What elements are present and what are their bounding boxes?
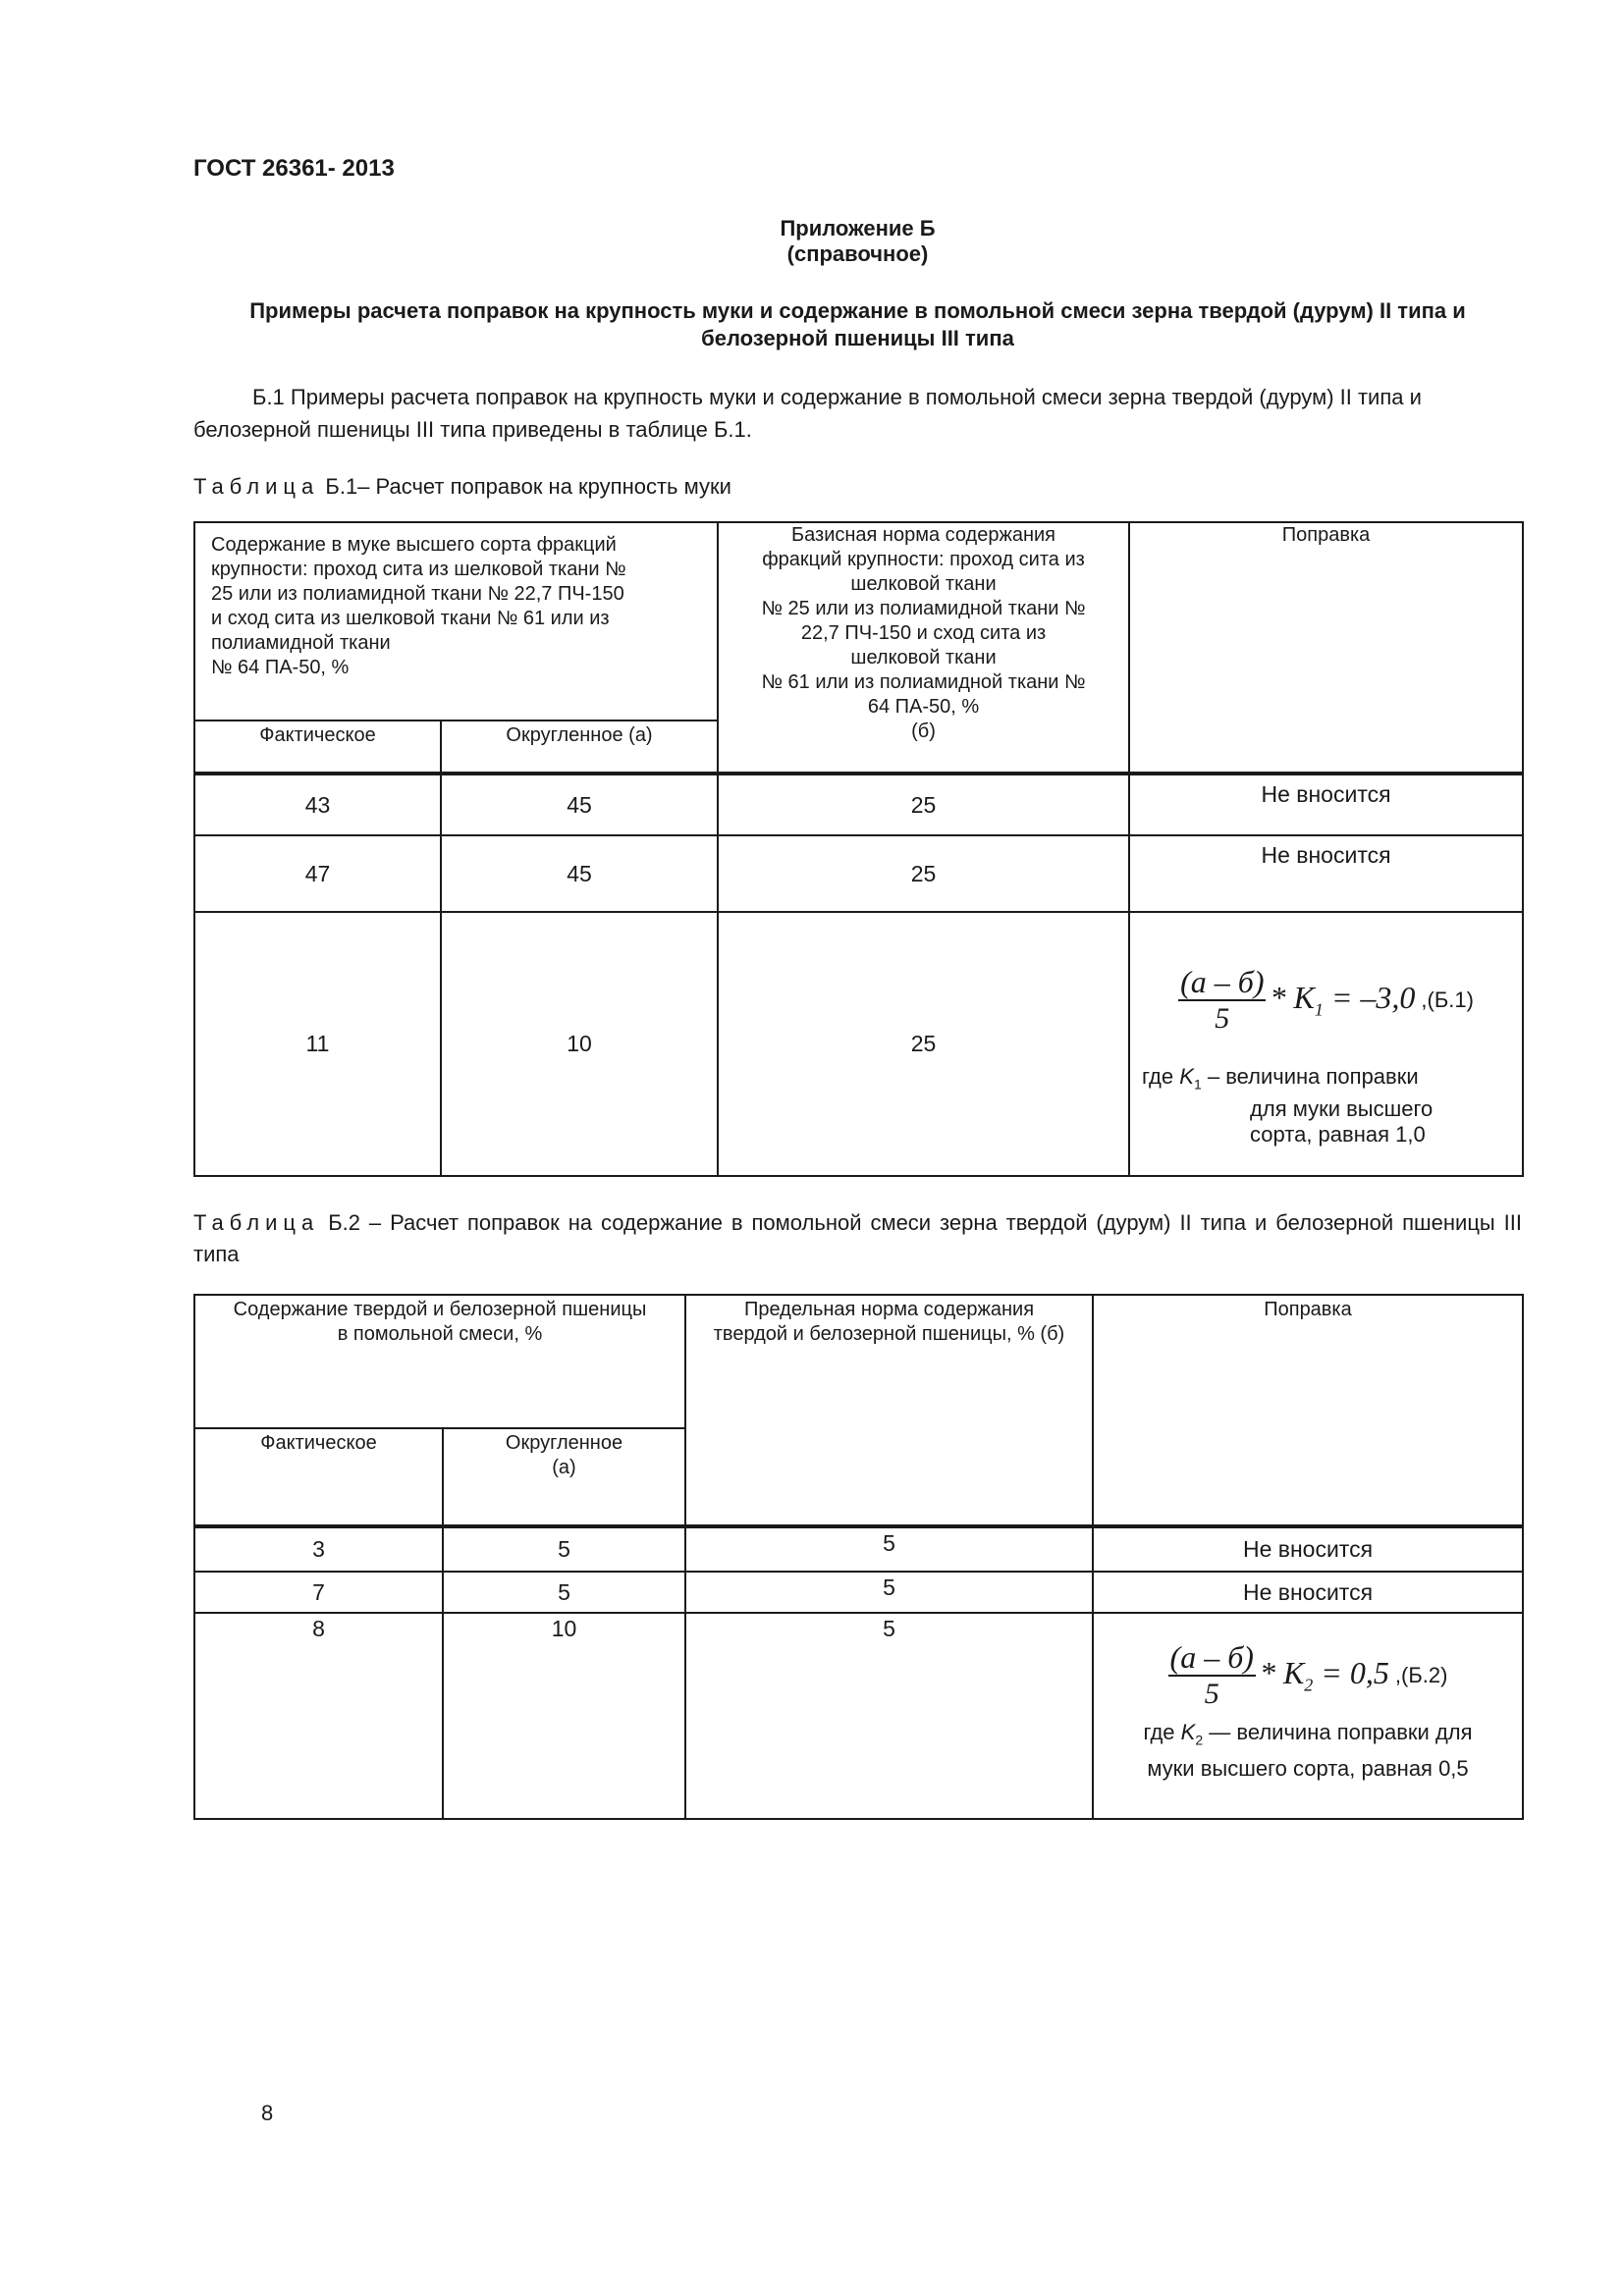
formula-var: * K bbox=[1270, 980, 1315, 1016]
table-row bbox=[194, 1613, 1523, 1819]
formula-numerator: (а – б) bbox=[1180, 964, 1265, 999]
cell-rounded: 5 bbox=[443, 1572, 685, 1613]
head-line: шелковой ткани bbox=[850, 573, 997, 595]
cell-correction: Не вносится bbox=[1129, 835, 1523, 912]
cell-norm: 25 bbox=[718, 774, 1129, 835]
head-line: 64 ПА-50, % bbox=[867, 696, 980, 718]
head-line: № 61 или из полиамидной ткани № bbox=[761, 671, 1086, 693]
cell-correction: Не вносится bbox=[1129, 774, 1523, 835]
note-sub: 1 bbox=[1193, 1076, 1202, 1093]
head-line: № 64 ПА-50, % bbox=[211, 657, 350, 678]
table-row bbox=[194, 774, 1523, 835]
formula-body bbox=[1270, 980, 1415, 1020]
table-row bbox=[194, 912, 1523, 1176]
formula-fraction bbox=[1178, 964, 1266, 1037]
table2-head-content-text bbox=[195, 1296, 684, 1347]
note-line-1 bbox=[1094, 1718, 1522, 1754]
note-text: — величина поправки для bbox=[1203, 1720, 1473, 1744]
note-prefix: где bbox=[1142, 1064, 1180, 1089]
head-line: Содержание в муке высшего сорта фракций bbox=[211, 534, 617, 556]
head-line: в помольной смеси, % bbox=[337, 1323, 543, 1345]
cell-correction-formula bbox=[1093, 1613, 1523, 1819]
table2-caption bbox=[193, 1207, 1522, 1270]
sub-line: Округленное bbox=[505, 1432, 623, 1454]
cell-actual: 43 bbox=[194, 774, 441, 835]
cell-norm: 5 bbox=[685, 1526, 1093, 1572]
table1-head-correction bbox=[1129, 522, 1523, 774]
cell-rounded: 10 bbox=[443, 1613, 685, 1819]
head-line: твердой и белозерной пшеницы, % (б) bbox=[713, 1323, 1065, 1345]
page-number: 8 bbox=[261, 2101, 274, 2125]
cell-norm: 5 bbox=[685, 1572, 1093, 1613]
intro-paragraph-text: Б.1 Примеры расчета поправок на крупность муки и содержание в помольной смеси зерна твердой (дурум) II типа и белозерной пшеницы III типа приведены в таблице Б.1. bbox=[193, 385, 1422, 442]
table1-head-norm bbox=[718, 522, 1129, 774]
cell-correction: Не вносится bbox=[1093, 1526, 1523, 1572]
cell-rounded: 45 bbox=[441, 835, 718, 912]
formula-b2 bbox=[1094, 1639, 1522, 1712]
head-line: крупности: проход сита из шелковой ткани № bbox=[211, 559, 626, 580]
table-row bbox=[194, 835, 1523, 912]
formula-fraction bbox=[1168, 1639, 1256, 1712]
formula-var: * K bbox=[1259, 1655, 1305, 1691]
formula-body bbox=[1260, 1655, 1389, 1695]
sub-actual-text: Фактическое bbox=[260, 1432, 377, 1454]
formula-numerator: (а – б) bbox=[1169, 1639, 1254, 1675]
formula-subscript: 2 bbox=[1304, 1675, 1314, 1695]
cell-rounded: 10 bbox=[441, 912, 718, 1176]
table-row bbox=[194, 1572, 1523, 1613]
cell-actual: 7 bbox=[194, 1572, 443, 1613]
cell-rounded: 5 bbox=[443, 1526, 685, 1572]
table2-head-norm-text bbox=[686, 1296, 1092, 1347]
appendix-label: Приложение Б bbox=[780, 216, 936, 240]
formula-note bbox=[1130, 1064, 1522, 1148]
table1-head-norm-text bbox=[719, 523, 1128, 744]
head-line: и сход сита из шелковой ткани № 61 или из bbox=[211, 608, 610, 629]
cell-correction-formula bbox=[1129, 912, 1523, 1176]
formula-value: = 0,5 bbox=[1313, 1655, 1389, 1691]
table-b2 bbox=[193, 1294, 1524, 1820]
head-line: полиамидной ткани bbox=[211, 632, 391, 654]
formula-value: = –3,0 bbox=[1323, 980, 1416, 1016]
table1-sub-rounded bbox=[441, 721, 718, 774]
appendix-heading bbox=[193, 216, 1522, 267]
table1-head-content-text bbox=[195, 523, 717, 680]
formula-denominator: 5 bbox=[1215, 1002, 1230, 1035]
formula-subscript: 1 bbox=[1314, 999, 1324, 1020]
table2-caption-word: Таблица bbox=[193, 1210, 320, 1235]
head-line: Базисная норма содержания bbox=[791, 524, 1056, 546]
formula-b1 bbox=[1130, 964, 1522, 1037]
appendix-type: (справочное) bbox=[786, 241, 929, 266]
table2-head-norm bbox=[685, 1295, 1093, 1526]
table1-head-correction-text: Поправка bbox=[1281, 524, 1371, 546]
sub-rounded-text: Округленное (а) bbox=[506, 724, 653, 746]
table1-caption-word: Таблица bbox=[193, 474, 320, 499]
table-b1 bbox=[193, 521, 1524, 1177]
table2-sub-actual bbox=[194, 1428, 443, 1526]
table1-head-content bbox=[194, 522, 718, 721]
table-row bbox=[194, 1526, 1523, 1572]
table2-head-content bbox=[194, 1295, 685, 1428]
table2-sub-rounded bbox=[443, 1428, 685, 1526]
table2-head-correction-text: Поправка bbox=[1264, 1299, 1352, 1320]
note-text: – величина поправки bbox=[1201, 1064, 1419, 1089]
formula-number: (Б.2) bbox=[1401, 1663, 1448, 1687]
cell-actual: 11 bbox=[194, 912, 441, 1176]
sub-rounded-text bbox=[444, 1429, 684, 1480]
cell-correction: Не вносится bbox=[1093, 1572, 1523, 1613]
note-line-2: муки высшего сорта, равная 0,5 bbox=[1147, 1756, 1469, 1782]
formula-denominator: 5 bbox=[1204, 1678, 1219, 1710]
note-line-3: сорта, равная 1,0 bbox=[1250, 1122, 1426, 1148]
cell-norm: 25 bbox=[718, 835, 1129, 912]
formula-number: (Б.1) bbox=[1427, 988, 1474, 1012]
table1-sub-actual bbox=[194, 721, 441, 774]
formula-note bbox=[1094, 1718, 1522, 1784]
cell-rounded: 45 bbox=[441, 774, 718, 835]
appendix-title: Примеры расчета поправок на крупность муки и содержание в помольной смеси зерна твердой (дурум) II типа и белозерной пшеницы III типа bbox=[249, 298, 1466, 350]
head-line: шелковой ткани bbox=[850, 647, 997, 668]
cell-norm: 5 bbox=[685, 1613, 1093, 1819]
head-line: 22,7 ПЧ-150 и сход сита из bbox=[800, 622, 1047, 644]
formula-comma: , bbox=[1394, 1663, 1402, 1687]
note-line-2: для муки высшего bbox=[1250, 1096, 1434, 1122]
head-line: Предельная норма содержания bbox=[743, 1299, 1035, 1320]
table1-caption bbox=[193, 474, 731, 500]
head-line: (б) bbox=[911, 721, 936, 742]
document-code: ГОСТ 26361- 2013 bbox=[193, 155, 395, 182]
cell-actual: 3 bbox=[194, 1526, 443, 1572]
head-line: фракций крупности: проход сита из bbox=[762, 549, 1085, 570]
sub-actual-text: Фактическое bbox=[259, 724, 376, 746]
note-var: K bbox=[1180, 1720, 1196, 1744]
formula-comma: , bbox=[1421, 988, 1428, 1012]
table2-head-correction bbox=[1093, 1295, 1523, 1526]
note-var: K bbox=[1179, 1064, 1194, 1089]
head-line: Содержание твердой и белозерной пшеницы bbox=[233, 1299, 647, 1320]
sub-line: (а) bbox=[552, 1457, 576, 1478]
intro-paragraph bbox=[193, 381, 1522, 446]
table2-caption-text: Б.2 – Расчет поправок на содержание в помольной смеси зерна твердой (дурум) II типа и белозерной пшеницы III типа bbox=[193, 1210, 1522, 1266]
cell-norm: 25 bbox=[718, 912, 1129, 1176]
head-line: 25 или из полиамидной ткани № 22,7 ПЧ-150 bbox=[211, 583, 624, 605]
note-line-1 bbox=[1142, 1064, 1522, 1096]
head-line: № 25 или из полиамидной ткани № bbox=[761, 598, 1086, 619]
note-sub: 2 bbox=[1195, 1732, 1204, 1748]
cell-actual: 8 bbox=[194, 1613, 443, 1819]
note-prefix: где bbox=[1143, 1720, 1181, 1744]
table1-caption-text: Б.1– Расчет поправок на крупность муки bbox=[325, 474, 731, 499]
cell-actual: 47 bbox=[194, 835, 441, 912]
